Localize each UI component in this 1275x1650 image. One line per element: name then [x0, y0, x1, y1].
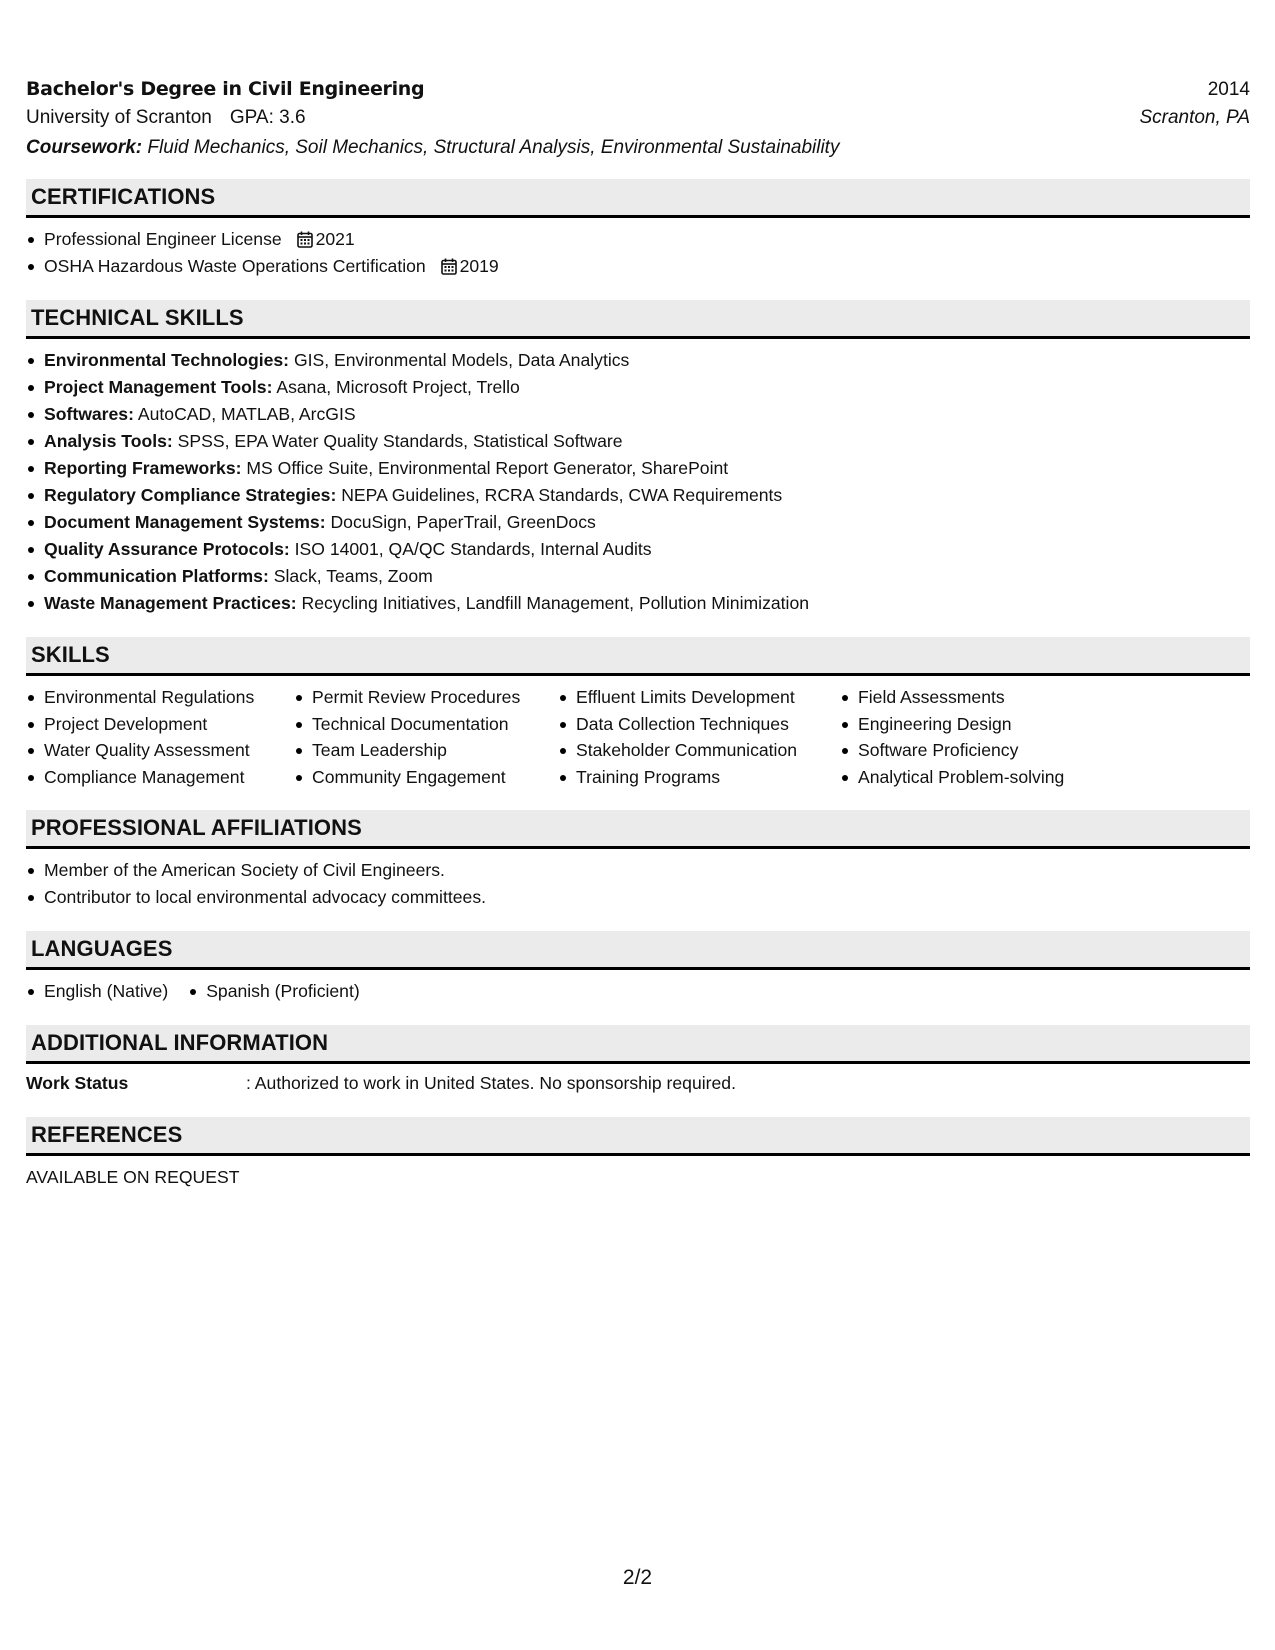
tech-skill-value: SPSS, EPA Water Quality Standards, Statistical Software [177, 431, 623, 451]
education-location: Scranton, PA [1139, 107, 1250, 128]
skills-column [558, 684, 840, 790]
list-item: Stakeholder Communication [558, 737, 840, 764]
tech-skill-label: Analysis Tools: [44, 431, 173, 451]
tech-skill-label: Reporting Frameworks: [44, 458, 242, 478]
list-item: English (Native) [26, 978, 168, 1005]
skills-column [840, 684, 1140, 790]
list-item: Field Assessments [840, 684, 1140, 711]
skills-section [26, 637, 1250, 790]
tech-skill-value: ISO 14001, QA/QC Standards, Internal Audits [294, 539, 652, 559]
tech-skill-value: Recycling Initiatives, Landfill Management, Pollution Minimization [301, 593, 810, 613]
education-degree: Bachelor's Degree in Civil Engineering [26, 78, 425, 100]
list-item: Spanish (Proficient) [188, 978, 360, 1005]
certifications-section [26, 179, 1250, 280]
languages-section [26, 931, 1250, 1005]
tech-skill-value: Slack, Teams, Zoom [273, 566, 433, 586]
tech-skill-label: Waste Management Practices: [44, 593, 297, 613]
education-school-group [26, 107, 306, 129]
coursework-label: Coursework: [26, 137, 143, 158]
list-item [26, 226, 1250, 253]
tech-skill-value: Asana, Microsoft Project, Trello [276, 377, 520, 397]
education-coursework [26, 137, 1250, 159]
list-item [26, 509, 1250, 536]
certification-year: 2021 [315, 229, 355, 249]
list-item: Water Quality Assessment [26, 737, 294, 764]
technical-skills-list [26, 347, 1250, 617]
education-school: University of Scranton [26, 107, 212, 128]
certification-name: OSHA Hazardous Waste Operations Certification [44, 256, 426, 276]
tech-skill-label: Document Management Systems: [44, 512, 326, 532]
list-item [26, 536, 1250, 563]
certification-name: Professional Engineer License [44, 229, 282, 249]
list-item [26, 347, 1250, 374]
list-item: Engineering Design [840, 711, 1140, 738]
affiliations-section [26, 810, 1250, 911]
list-item: Member of the American Society of Civil Engineers. [26, 857, 1250, 884]
list-item [26, 401, 1250, 428]
list-item [26, 428, 1250, 455]
page-number: 2/2 [622, 1566, 653, 1589]
tech-skill-label: Project Management Tools: [44, 377, 273, 397]
education-school-row [26, 107, 1250, 129]
resume-page [26, 0, 1250, 1191]
section-title: TECHNICAL SKILLS [26, 300, 1250, 339]
list-item: Community Engagement [294, 764, 558, 791]
list-item: Effluent Limits Development [558, 684, 840, 711]
tech-skill-value: MS Office Suite, Environmental Report Generator, SharePoint [246, 458, 729, 478]
skills-column [294, 684, 558, 790]
list-item: Environmental Regulations [26, 684, 294, 711]
list-item [26, 455, 1250, 482]
calendar-icon [441, 258, 457, 275]
work-status-value: : Authorized to work in United States. No sponsorship required. [246, 1073, 736, 1093]
calendar-icon [297, 231, 313, 248]
section-title: PROFESSIONAL AFFILIATIONS [26, 810, 1250, 849]
languages-list [26, 978, 1250, 1005]
technical-skills-section [26, 300, 1250, 617]
tech-skill-label: Environmental Technologies: [44, 350, 290, 370]
section-title: CERTIFICATIONS [26, 179, 1250, 218]
affiliations-list [26, 857, 1250, 911]
education-year: 2014 [1207, 79, 1250, 100]
list-item: Software Proficiency [840, 737, 1140, 764]
tech-skill-label: Communication Platforms: [44, 566, 269, 586]
list-item: Team Leadership [294, 737, 558, 764]
tech-skill-value: DocuSign, PaperTrail, GreenDocs [330, 512, 596, 532]
list-item: Data Collection Techniques [558, 711, 840, 738]
section-title: ADDITIONAL INFORMATION [26, 1025, 1250, 1064]
list-item: Analytical Problem-solving [840, 764, 1140, 791]
list-item: Project Development [26, 711, 294, 738]
tech-skill-label: Regulatory Compliance Strategies: [44, 485, 337, 505]
tech-skill-label: Softwares: [44, 404, 134, 424]
list-item [26, 590, 1250, 617]
work-status-row [26, 1070, 1250, 1097]
list-item: Training Programs [558, 764, 840, 791]
tech-skill-value: AutoCAD, MATLAB, ArcGIS [137, 404, 356, 424]
education-gpa: GPA: 3.6 [229, 107, 306, 128]
skills-column [26, 684, 294, 790]
section-title: LANGUAGES [26, 931, 1250, 970]
list-item: Technical Documentation [294, 711, 558, 738]
list-item: Permit Review Procedures [294, 684, 558, 711]
tech-skill-value: NEPA Guidelines, RCRA Standards, CWA Requirements [341, 485, 783, 505]
list-item [26, 253, 1250, 280]
additional-info-section [26, 1025, 1250, 1097]
list-item [26, 482, 1250, 509]
work-status-label: Work Status [26, 1073, 129, 1093]
tech-skill-value: GIS, Environmental Models, Data Analytics [293, 350, 630, 370]
education-header-row [26, 78, 1250, 101]
list-item: Compliance Management [26, 764, 294, 791]
section-title: REFERENCES [26, 1117, 1250, 1156]
list-item [26, 563, 1250, 590]
certification-year: 2019 [459, 256, 499, 276]
list-item: Contributor to local environmental advocacy committees. [26, 884, 1250, 911]
tech-skill-label: Quality Assurance Protocols: [44, 539, 290, 559]
references-section [26, 1117, 1250, 1191]
certifications-list [26, 226, 1250, 280]
references-text: AVAILABLE ON REQUEST [26, 1167, 240, 1187]
list-item [26, 374, 1250, 401]
coursework-list: Fluid Mechanics, Soil Mechanics, Structural Analysis, Environmental Sustainability [147, 137, 840, 158]
section-title: SKILLS [26, 637, 1250, 676]
skills-grid [26, 684, 1250, 790]
